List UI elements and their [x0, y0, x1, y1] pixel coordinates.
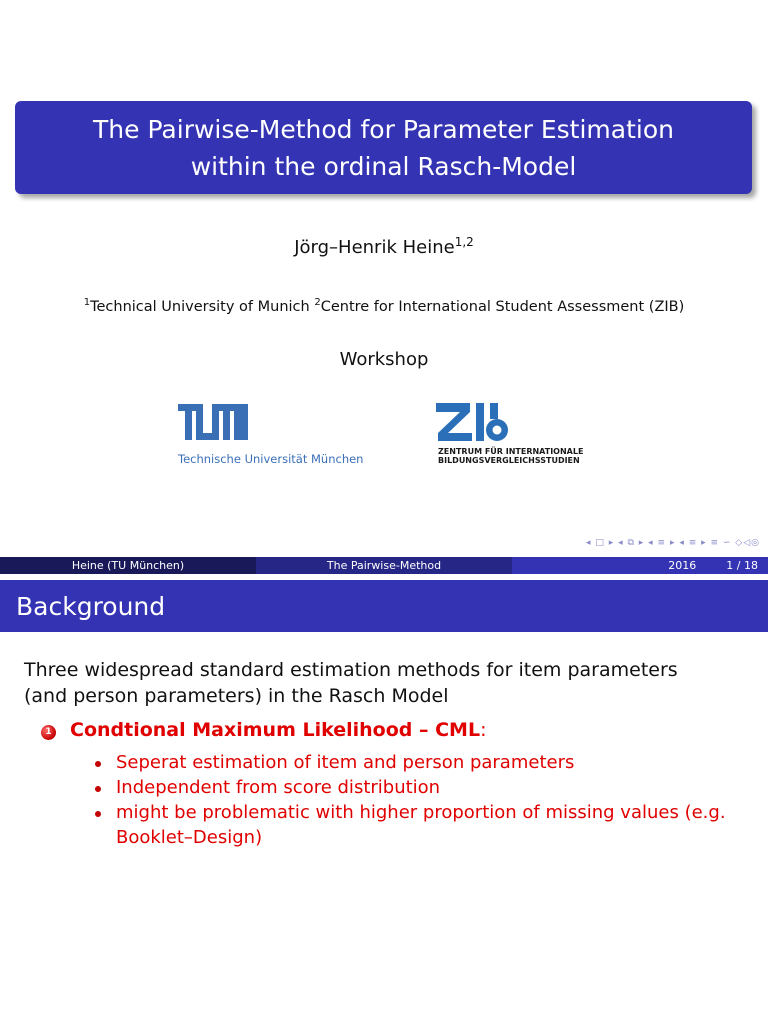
- affiliation-2-superscript: 2: [314, 297, 321, 308]
- beamer-navigation-icons[interactable]: ◂ □ ▸ ◂ ⧉ ▸ ◂ ≡ ▸ ◂ ≡ ▸ ≡ ∽ ◇◁◎: [586, 538, 760, 548]
- list-item: [95, 800, 735, 850]
- affiliations: [0, 297, 768, 315]
- title-line-1: The Pairwise-Method for Parameter Estimation: [93, 114, 674, 144]
- intro-line-2: (and person parameters) in the Rasch Model: [24, 685, 449, 707]
- bullet-icon: [95, 786, 101, 792]
- tum-logo: [178, 404, 363, 470]
- list-item: [95, 750, 735, 775]
- footer-date-page: [512, 557, 768, 574]
- bullet-icon: [95, 761, 101, 767]
- author: [0, 235, 768, 258]
- tum-logo-subtitle: Technische Universität München: [178, 452, 364, 466]
- list-item-text: Independent from score distribution: [116, 777, 441, 798]
- author-name: Jörg–Henrik Heine: [294, 237, 455, 258]
- zib-logo-line-2: BILDUNGSVERGLEICHSSTUDIEN: [438, 456, 580, 465]
- list-item-text: Seperat estimation of item and person parameters: [116, 752, 575, 773]
- footer-page-number: 1 / 18: [726, 559, 758, 572]
- list-item-text: might be problematic with higher proportion of missing values (e.g. Booklet–Design): [116, 802, 726, 848]
- zib-logo: [436, 403, 596, 469]
- footer-bar: [0, 557, 768, 574]
- enum-title: [70, 719, 486, 741]
- footer-short-title: The Pairwise-Method: [256, 557, 512, 574]
- bullet-list: [95, 750, 735, 850]
- title-box: [15, 101, 752, 194]
- affiliation-1: Technical University of Munich: [90, 298, 315, 315]
- list-item: [95, 775, 735, 800]
- enum-title-colon: :: [480, 719, 487, 741]
- tum-logo-mark: [178, 404, 248, 440]
- author-superscript: 1,2: [454, 235, 474, 249]
- bullet-icon: [95, 811, 101, 817]
- frame-title: Background: [0, 580, 768, 632]
- title-line-2: within the ordinal Rasch-Model: [190, 151, 577, 181]
- zib-logo-line-1: ZENTRUM FÜR INTERNATIONALE: [438, 447, 584, 456]
- zib-logo-subtitle: [438, 447, 583, 465]
- enum-title-text: Condtional Maximum Likelihood – CML: [70, 719, 481, 741]
- footer-date: 2016: [668, 559, 697, 572]
- footer-author: Heine (TU München): [0, 557, 256, 574]
- affiliation-2: Centre for International Student Assessment (ZIB): [320, 298, 685, 315]
- affiliation-1-superscript: 1: [83, 297, 91, 308]
- enum-number-ball: 1: [41, 725, 56, 740]
- event-name: Workshop: [339, 349, 429, 370]
- intro-line-1: Three widespread standard estimation methods for item parameters: [24, 659, 678, 681]
- zib-logo-mark: [436, 403, 508, 441]
- intro-text: [24, 657, 744, 709]
